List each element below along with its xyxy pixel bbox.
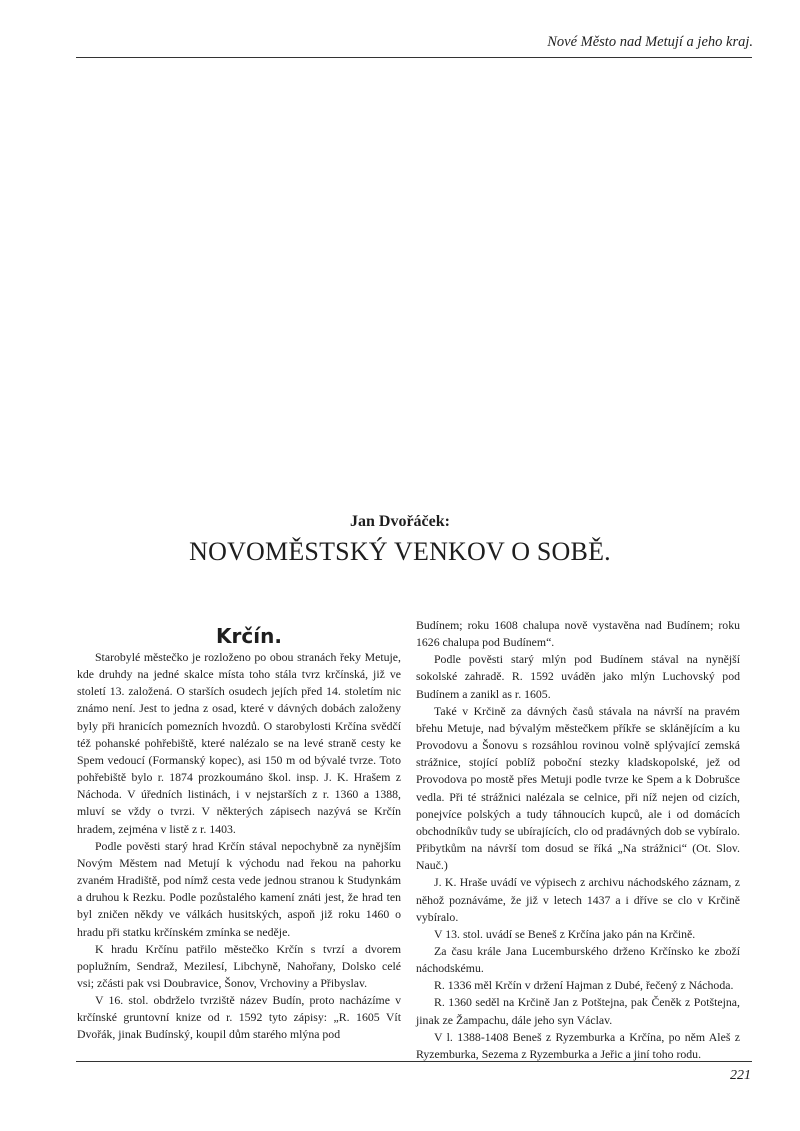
paragraph: Podle pověsti starý mlýn pod Budínem stával na nynější sokolské zahradě. R. 1592 uváděn jako mlýn Luchovský pod Budínem a zanikl as r. 1605. (416, 652, 740, 701)
paragraph: Také v Krčině za dávných časů stávala na návrší na pravém břehu Metuje, nad bývalým městečkem příkře se sklánějícím a ku Provodovu a Šonovu s rozsáhlou rovinou volně splývající zemská strážnice, stojící poblíž poboční stezky kladskopolské, jež od Provodova po mostě přes Metuji podle tvrze ke Spem a k Dobrušce vedla. Při té strážnici nalézala se celnice, při níž nejen od cizích, ponejvíce polských a tudy táhnoucích kupců, ale i od domácích obchodníkův tudy se ubírajících, clo od pradávných dob se vybíralo. Přibytkům na návrší tom dosud se říká „Na strážnici“ (Ot. Slov. Nauč.) (416, 703, 740, 873)
footer-rule (76, 1061, 752, 1062)
paragraph: Za času krále Jana Lucemburského drženo Krčínsko ke zboží náchodskému. (416, 943, 740, 976)
paragraph: Starobylé městečko je rozloženo po obou stranách řeky Metuje, kde druhdy na jedné skalce místa toho stála tvrz krčínská, již ve století 13. založená. O starších osudech jejích před 14. stoletím nic známo není. Jest to jedna z osad, které v dávných dobách založeny byly při hranicích pomezních hvozdů. O starobylosti Krčína svědčí též pohanské pohřebiště, které nalézalo se na levé straně cesty ke Spem vedoucí (Formanský kopec), asi 150 m od bývalé tvrze. Toto pohřebiště bylo r. 1874 prozkoumáno škol. insp. J. K. Hrašem z Náchoda. V úředních listinách, i v nejstarších z r. 1360 a 1388, mluví se vždy o tvrzi. V některých zápisech nazývá se Krčín hradem, zejména v listě z r. 1403. (77, 650, 401, 836)
left-column (77, 617, 401, 1044)
paragraph: V l. 1388-1408 Beneš z Ryzemburka a Krčína, po něm Aleš z Ryzemburka, Sezema z Ryzemburka a Jeřic a jiní toho rodu. (416, 1029, 740, 1061)
paragraph: Podle pověsti starý hrad Krčín stával nepochybně za nynějším Novým Městem nad Metují k východu nad řekou na pahorku zvaném Hradiště, pod nímž cesta vede jednou stranou k Studynkám a druhou k Rezku. Podle pozůstalého kamení znáti jest, že hrad ten byl zničen někdy ve válkách husitských, aspoň již roku 1460 o hradu při statku krčínském zmínka se neděje. (77, 838, 401, 939)
header-rule (76, 57, 752, 58)
page-number: 221 (730, 1068, 751, 1083)
paragraph: R. 1360 seděl na Krčině Jan z Potštejna, pak Čeněk z Potštejna, jinak ze Žampachu, dále jeho syn Václav. (416, 995, 740, 1027)
paragraph: J. K. Hraše uvádí ve výpisech z archivu náchodského záznam, z něhož poznáváme, že již v letech 1437 a i dříve se clo v Krčině vybíralo. (416, 875, 740, 924)
paragraph: V 13. stol. uvádí se Beneš z Krčína jako pán na Krčině. (434, 926, 696, 941)
paragraph: V 16. stol. obdrželo tvrziště název Budín, proto nacházíme v krčínské gruntovní knize od r. 1592 tyto zápisy: „R. 1605 Vít Dvořák, jinak Budínský, koupil dům starého mlýna pod (77, 993, 401, 1042)
section-heading: Krčín. (216, 624, 282, 648)
paragraph: K hradu Krčínu patřilo městečko Krčín s tvrzí a dvorem poplužním, Sendraž, Mezilesí, Libchyně, Nahořany, Dolsko celé vsi; zčásti pak vsi Doubravice, Šonov, Vrchoviny a Přibyslav. (77, 941, 401, 990)
right-column (416, 617, 740, 1063)
article-title: NOVOMĚSTSKÝ VENKOV O SOBĚ. (189, 537, 611, 566)
running-header: Nové Město nad Metují a jeho kraj. (547, 34, 753, 50)
article-author: Jan Dvořáček: (350, 513, 450, 530)
paragraph: R. 1336 měl Krčín v držení Hajman z Dubé, řečený z Náchoda. (434, 978, 734, 993)
paragraph-continuation: Budínem; roku 1608 chalupa nově vystavěna nad Budínem; roku 1626 chalupa pod Budínem“. (416, 618, 740, 650)
